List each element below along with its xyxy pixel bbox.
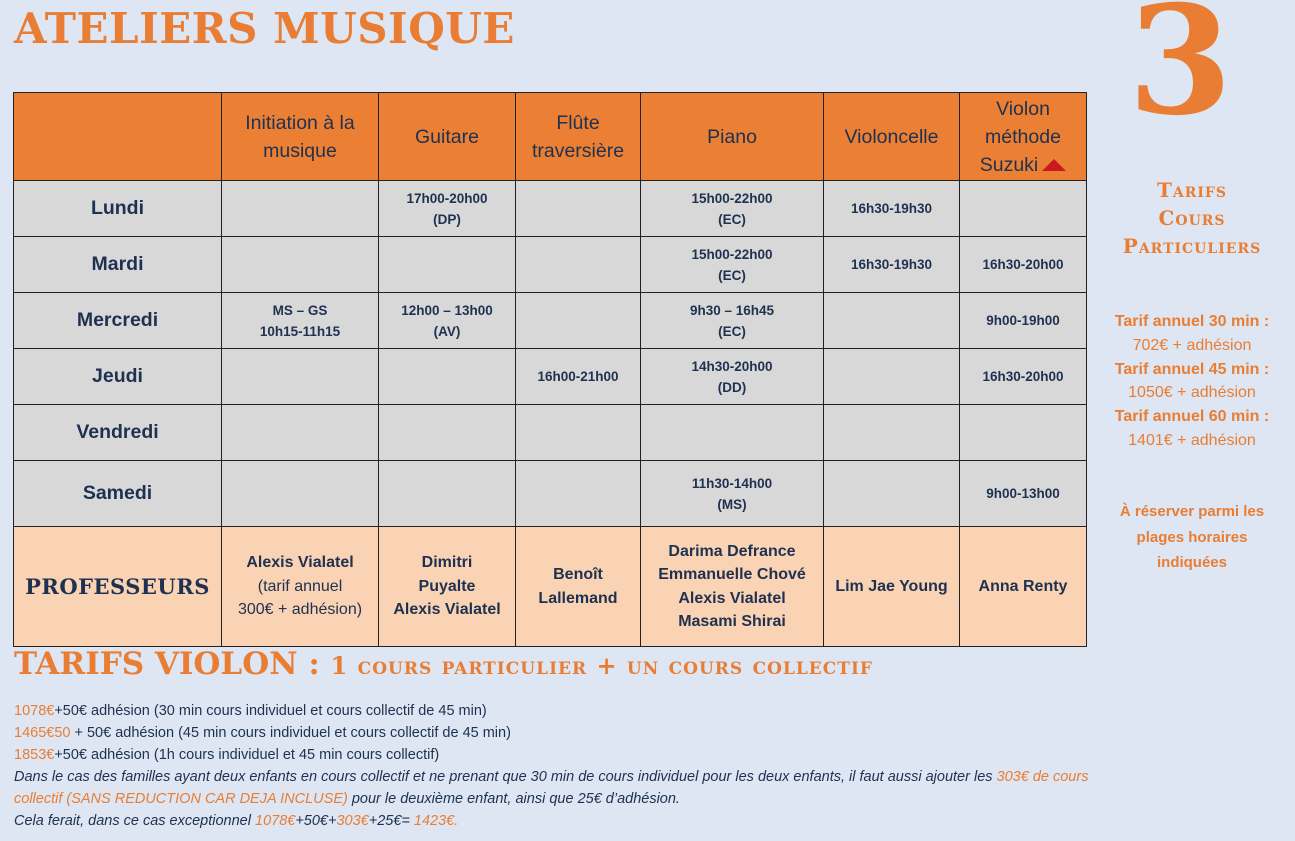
header-line: méthode: [985, 125, 1061, 148]
price-detail: +50€ adhésion (30 min cours individuel et cours collectif de 45 min): [54, 703, 487, 719]
reserve-line: plages horaires: [1136, 528, 1248, 546]
professor-name: Puyalte: [418, 577, 476, 595]
schedule-line: 16h00-21h00: [537, 369, 619, 384]
schedule-cell: [960, 349, 1087, 405]
note-text: pour le deuxième enfant, ainsi que 25€ d’adhésion.: [347, 791, 680, 807]
family-note-cont: [14, 788, 1284, 810]
schedule-line: (MS): [717, 496, 747, 512]
schedule-line: 10h15-11h15: [259, 323, 341, 339]
column-header: [641, 93, 824, 181]
schedule-cell: [379, 181, 516, 237]
day-name: Samedi: [14, 461, 222, 527]
schedule-line: (EC): [718, 323, 746, 339]
header-line: Guitare: [415, 125, 479, 148]
schedule-cell: [960, 293, 1087, 349]
section-number: 3: [1128, 0, 1233, 149]
side-title: [1094, 176, 1290, 260]
professor-name: Lim Jae Young: [835, 577, 948, 595]
schedule-cell: [516, 237, 641, 293]
schedule-cell: [641, 293, 824, 349]
professor-cell: [641, 527, 824, 647]
day-name: Vendredi: [14, 405, 222, 461]
schedule-cell: [641, 349, 824, 405]
schedule-cell: [516, 349, 641, 405]
schedule-cell: [641, 461, 824, 527]
schedule-cell: [379, 349, 516, 405]
schedule-line: 17h00-20h00: [406, 190, 488, 206]
schedule-cell: [824, 237, 960, 293]
schedule-cell: [960, 237, 1087, 293]
professor-name: Darima Defrance: [668, 542, 796, 560]
schedule-line: (EC): [718, 267, 746, 283]
professors-row: [14, 527, 1087, 647]
schedule-line: MS – GS: [272, 302, 328, 318]
schedule-cell: [960, 461, 1087, 527]
schedule-line: 9h00-19h00: [986, 313, 1060, 328]
column-header: [222, 93, 379, 181]
schedule-line: 12h00 – 13h00: [401, 302, 493, 318]
professor-note: (tarif annuel: [257, 577, 343, 595]
calc-value: 303€: [336, 813, 369, 829]
reserve-note: [1094, 499, 1290, 576]
price: 1853€: [14, 747, 55, 763]
calc-value: 1078€: [255, 813, 296, 829]
family-note: [14, 766, 1284, 788]
professor-name: Benoît: [553, 566, 603, 583]
day-name: Mardi: [14, 237, 222, 293]
schedule-line: 11h30-14h00: [691, 475, 773, 491]
schedule-line: 9h00-13h00: [986, 486, 1060, 501]
professor-name: Emmanuelle Chové: [658, 566, 806, 583]
professor-name: Lallemand: [538, 589, 618, 607]
calc-text: +25€=: [368, 813, 414, 829]
calc-text: +50€+: [295, 813, 337, 829]
rate-label: Tarif annuel 30 min :: [1114, 313, 1270, 330]
day-row: [14, 461, 1087, 527]
schedule-cell: [960, 181, 1087, 237]
side-title-line: Tarifs: [1157, 178, 1227, 202]
schedule-cell: [516, 405, 641, 461]
schedule-cell: [824, 349, 960, 405]
schedule-line: (EC): [718, 211, 746, 227]
professor-cell: [824, 527, 960, 647]
day-name: Mercredi: [14, 293, 222, 349]
professor-name: Anna Renty: [978, 577, 1068, 595]
note-text: Dans le cas des familles ayant deux enfants en cours collectif et ne prenant que 30 min de cours individuel pour les deux enfants, il faut aussi ajouter les: [14, 769, 997, 785]
reserve-line: À réserver parmi les: [1119, 503, 1265, 520]
note-highlight: 303€ de cours: [996, 769, 1089, 785]
calc-text: Cela ferait, dans ce cas exceptionnel: [14, 813, 255, 829]
day-row: [14, 181, 1087, 237]
price: 1465€50: [14, 725, 71, 741]
price-detail: + 50€ adhésion (45 min cours individuel et cours collectif de 45 min): [70, 725, 511, 741]
violin-title-main: TARIFS VIOLON :: [14, 646, 331, 682]
day-name: Lundi: [14, 181, 222, 237]
warning-triangle-icon: [1042, 159, 1066, 171]
side-title-line: Cours: [1158, 206, 1226, 230]
column-header: [379, 93, 516, 181]
column-header: [516, 93, 641, 181]
professor-name: Alexis Vialatel: [393, 601, 501, 619]
schedule-cell: [960, 405, 1087, 461]
schedule-cell: [516, 293, 641, 349]
note-highlight: collectif (SANS REDUCTION CAR DEJA INCLUSE): [14, 791, 348, 807]
schedule-cell: [824, 293, 960, 349]
rate-label: Tarif annuel 60 min :: [1114, 408, 1270, 426]
schedule-cell: [379, 237, 516, 293]
schedule-cell: [516, 181, 641, 237]
day-row: [14, 349, 1087, 405]
schedule-line: (DP): [433, 211, 461, 227]
schedule-cell: [222, 181, 379, 237]
professor-cell: [222, 527, 379, 647]
column-header: [824, 93, 960, 181]
price-detail: +50€ adhésion (1h cours individuel et 45 min cours collectif): [54, 747, 440, 763]
schedule-line: 15h00-22h00: [691, 190, 773, 206]
schedule-cell: [824, 181, 960, 237]
header-line: Suzuki: [979, 153, 1039, 176]
violin-rate-line: [14, 700, 1284, 722]
professor-name: Alexis Vialatel: [246, 554, 354, 572]
column-header: [960, 93, 1087, 181]
private-lesson-rates: [1094, 310, 1290, 453]
schedule-cell: [641, 181, 824, 237]
schedule-cell: [379, 461, 516, 527]
professors-label: PROFESSEURS: [14, 527, 222, 647]
day-row: [14, 237, 1087, 293]
schedule-cell: [516, 461, 641, 527]
header-line: musique: [263, 139, 337, 162]
schedule-line: (DD): [717, 379, 747, 395]
schedule-cell: [824, 461, 960, 527]
header-row: [14, 93, 1087, 181]
day-row: [14, 293, 1087, 349]
schedule-cell: [222, 461, 379, 527]
professor-cell: [379, 527, 516, 647]
professor-name: Alexis Vialatel: [678, 589, 786, 607]
professor-name: Dimitri: [421, 554, 473, 572]
violin-rates-title: [14, 646, 873, 682]
schedule-cell: [222, 237, 379, 293]
rate-value: 1401€ + adhésion: [1128, 431, 1256, 449]
schedule-cell: [222, 405, 379, 461]
schedule-line: (AV): [433, 323, 461, 339]
day-name: Jeudi: [14, 349, 222, 405]
schedule-line: 15h00-22h00: [691, 246, 773, 262]
header-line-wrap: [962, 151, 1084, 179]
rate-value: 1050€ + adhésion: [1128, 384, 1256, 402]
schedule-line: 16h30-20h00: [982, 257, 1064, 272]
professor-cell: [960, 527, 1087, 647]
day-row: [14, 405, 1087, 461]
schedule-cell: [641, 405, 824, 461]
schedule-cell: [222, 349, 379, 405]
side-title-line: Particuliers: [1122, 234, 1262, 258]
schedule-cell: [379, 405, 516, 461]
rate-value: 702€ + adhésion: [1132, 336, 1252, 354]
professor-name: Masami Shirai: [678, 613, 786, 630]
violin-rate-line: [14, 722, 1284, 744]
violin-title-sub: 1 cours particulier + un cours collectif: [330, 651, 873, 680]
schedule-table: [13, 92, 1087, 647]
schedule-line: 16h30-19h30: [850, 257, 933, 272]
schedule-cell: [641, 237, 824, 293]
violin-rate-line: [14, 744, 1284, 766]
rate-label: Tarif annuel 45 min :: [1114, 360, 1270, 378]
schedule-cell: [379, 293, 516, 349]
page-title: ATELIERS MUSIQUE: [14, 4, 515, 53]
schedule-line: 9h30 – 16h45: [689, 302, 775, 318]
header-line: Violoncelle: [844, 125, 939, 148]
schedule-cell: [824, 405, 960, 461]
header-line: Initiation à la: [245, 111, 355, 134]
price: 1078€: [14, 703, 55, 719]
header-line: Piano: [707, 125, 757, 148]
schedule-cell: [222, 293, 379, 349]
header-line: traversière: [531, 139, 625, 162]
calculation-line: [14, 810, 1284, 832]
schedule-line: 16h30-20h00: [982, 369, 1064, 384]
professor-cell: [516, 527, 641, 647]
header-line: Flûte: [556, 111, 600, 134]
schedule-line: 16h30-19h30: [850, 201, 933, 216]
schedule-line: 14h30-20h00: [691, 358, 773, 374]
violin-rates-details: [14, 700, 1284, 832]
corner-cell: [14, 93, 222, 181]
reserve-line: indiquées: [1156, 554, 1227, 571]
professor-note: 300€ + adhésion): [237, 601, 363, 619]
calc-value: 1423€.: [413, 813, 459, 829]
header-line: Violon: [996, 97, 1050, 120]
